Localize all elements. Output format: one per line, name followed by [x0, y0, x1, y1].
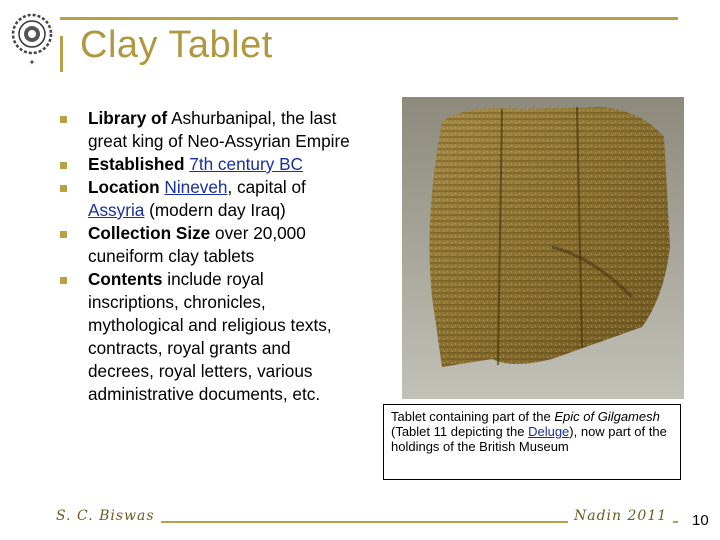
link-assyria[interactable]: Assyria: [88, 200, 145, 220]
link-7th-century-bc[interactable]: 7th century BC: [189, 154, 303, 174]
svg-text:✦: ✦: [28, 58, 36, 67]
bullet-lead: Library of: [88, 108, 168, 128]
link-deluge[interactable]: Deluge: [528, 424, 570, 439]
caption-italic: Epic of Gilgamesh: [554, 409, 660, 424]
title-accent-bar: [60, 36, 63, 72]
square-bullet-icon: [60, 185, 67, 192]
bullet-text: Ashurbanipal, the last great king of Neo-Assyrian Empire: [88, 108, 350, 151]
top-rule: [60, 17, 678, 20]
caption-text: ), now part of the holdings of the British Museum: [391, 424, 667, 454]
square-bullet-icon: [60, 162, 67, 169]
clay-tablet-photo: [402, 97, 684, 399]
photo-caption: [383, 404, 681, 480]
footer-author: S. C. Biswas: [50, 508, 161, 524]
institution-seal-icon: [8, 8, 66, 74]
bullet-lead: Collection Size: [88, 223, 211, 243]
bullet-lead: Established: [88, 154, 185, 174]
bullet-list: [56, 107, 356, 406]
square-bullet-icon: [60, 277, 67, 284]
list-item: [56, 268, 356, 406]
link-nineveh[interactable]: Nineveh: [164, 177, 228, 197]
list-item: [56, 222, 356, 268]
caption-text: Tablet containing part of the: [391, 409, 555, 424]
square-bullet-icon: [60, 116, 67, 123]
list-item: [56, 176, 356, 222]
page-number: 10: [692, 512, 709, 529]
list-item: [56, 107, 356, 153]
bullet-lead: Location: [88, 177, 160, 197]
bullet-text: (modern day Iraq): [144, 200, 286, 220]
page-title: Clay Tablet: [80, 24, 273, 66]
bullet-text: , capital of: [227, 177, 306, 197]
caption-text: (Tablet 11 depicting the: [391, 424, 529, 439]
bullet-text: over 20,000 cuneiform clay tablets: [88, 223, 306, 266]
bullet-lead: Contents: [88, 269, 163, 289]
footer-event: Nadin 2011: [568, 508, 673, 524]
list-item: [56, 153, 356, 176]
bullet-text: include royal inscriptions, chronicles, mythological and religious texts, contracts, royal grants and decrees, royal letters, various administrative documents, etc.: [88, 269, 332, 404]
square-bullet-icon: [60, 231, 67, 238]
